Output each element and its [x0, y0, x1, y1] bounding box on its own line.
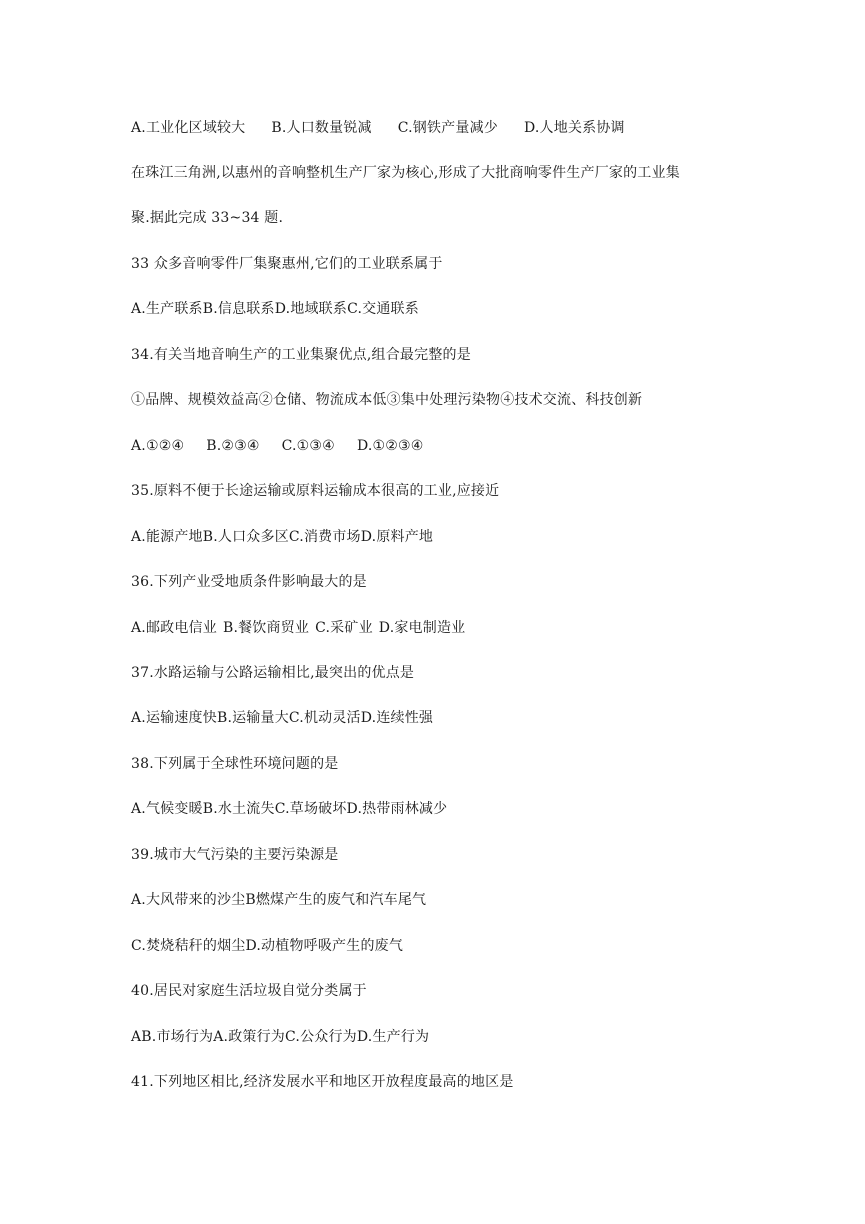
q37-stem: 37.水路运输与公路运输相比,最突出的优点是: [131, 665, 415, 681]
q40-options: AB.市场行为A.政策行为C.公众行为D.生产行为: [131, 1029, 430, 1045]
q34-option-a: A.①②④: [131, 438, 185, 454]
q32-option-d: D.人地关系协调: [523, 120, 625, 136]
passage-line-2: 聚.据此完成 33~34 题.: [131, 210, 284, 226]
q32-option-c: C.钢铁产量减少: [397, 120, 498, 136]
q40-stem: 40.居民对家庭生活垃圾自觉分类属于: [131, 983, 367, 999]
q39-stem: 39.城市大气污染的主要污染源是: [131, 847, 339, 863]
q33-stem: 33 众多音响零件厂集聚惠州,它们的工业联系属于: [131, 256, 443, 272]
q34-option-b: B.②③④: [206, 438, 260, 454]
q32-option-a: A.工业化区域较大: [131, 120, 246, 136]
q32-options: [131, 118, 625, 138]
q37-options: A.运输速度快B.运输量大C.机动灵活D.连续性强: [131, 710, 434, 726]
q34-items: ①品牌、规模效益高②仓储、物流成本低③集中处理污染物④技术交流、科技创新: [131, 392, 643, 408]
q34-options: [131, 436, 424, 456]
q34-option-c: C.①③④: [281, 438, 335, 454]
q39-options-line-2: C.焚烧秸秆的烟尘D.动植物呼吸产生的废气: [131, 938, 404, 954]
q36-options: [131, 618, 465, 638]
q34-option-d: D.①②③④: [356, 438, 424, 454]
q38-stem: 38.下列属于全球性环境问题的是: [131, 756, 339, 772]
q35-options: A.能源产地B.人口众多区C.消费市场D.原料产地: [131, 529, 434, 545]
q36-option-d: D.家电制造业: [378, 620, 466, 636]
q36-stem: 36.下列产业受地质条件影响最大的是: [131, 574, 367, 590]
q33-options: A.生产联系B.信息联系D.地域联系C.交通联系: [131, 301, 419, 317]
passage-line-1: 在珠江三角洲,以惠州的音响整机生产厂家为核心,形成了大批商响零件生产厂家的工业集: [131, 165, 680, 181]
q35-stem: 35.原料不便于长途运输或原料运输成本很高的工业,应接近: [131, 483, 500, 499]
q36-option-a: A.邮政电信业: [131, 620, 217, 636]
q39-options-line-1: A.大风带来的沙尘B燃煤产生的废气和汽车尾气: [131, 892, 427, 908]
q41-stem: 41.下列地区相比,经济发展水平和地区开放程度最高的地区是: [131, 1074, 514, 1090]
q36-option-c: C.采矿业: [315, 620, 373, 636]
q38-options: A.气候变暖B.水土流失C.草场破坏D.热带雨林减少: [131, 801, 448, 817]
q36-option-b: B.餐饮商贸业: [222, 620, 310, 636]
q32-option-b: B.人口数量锐减: [271, 120, 372, 136]
q34-stem: 34.有关当地音响生产的工业集聚优点,组合最完整的是: [131, 347, 471, 363]
